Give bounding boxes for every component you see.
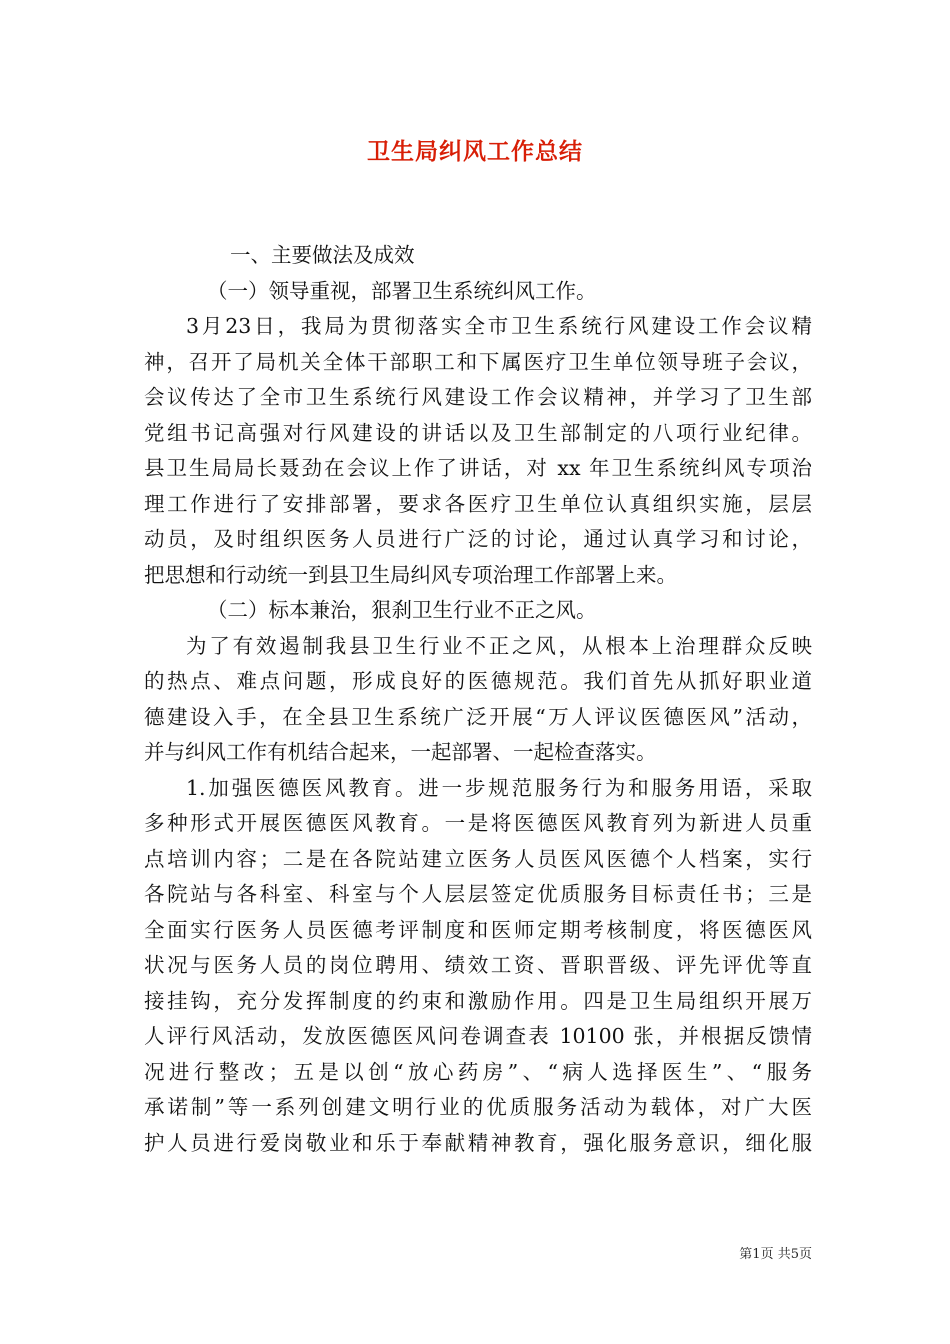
body-line: 3月23日，我局为贯彻落实全市卫生系统行风建设工作会议精	[186, 314, 812, 338]
body-line: 德建设入手，在全县卫生系统广泛开展“万人评议医德医风”活动，	[144, 704, 812, 729]
body-line: 的热点、难点问题，形成良好的医德规范。我们首先从抓好职业道	[144, 669, 812, 693]
body-line: 县卫生局局长聂劲在会议上作了讲话，对 xx 年卫生系统纠风专项治	[144, 456, 812, 480]
body-line: 人评行风活动，发放医德医风问卷调查表 10100 张，并根据反馈情	[144, 1024, 812, 1048]
body-line: 接挂钩，充分发挥制度的约束和激励作用。四是卫生局组织开展万	[144, 988, 812, 1013]
body-line: （一）领导重视，部署卫生系统纠风工作。	[207, 278, 597, 303]
body-line: 承诺制”等一系列创建文明行业的优质服务活动为载体，对广大医	[144, 1095, 812, 1119]
body-line: 全面实行医务人员医德考评制度和医师定期考核制度，将医德医风	[144, 917, 812, 942]
body-line: （二）标本兼治，狠刹卫生行业不正之风。	[207, 598, 597, 622]
body-line: 护人员进行爱岗敬业和乐于奉献精神教育，强化服务意识，细化服	[144, 1130, 812, 1155]
body-line: 为了有效遏制我县卫生行业不正之风，从根本上治理群众反映	[186, 633, 812, 658]
footer-prefix: 第	[739, 1247, 753, 1262]
body-line: 多种形式开展医德医风教育。一是将医德医风教育列为新进人员重	[144, 811, 812, 835]
body-line: 党组书记高强对行风建设的讲话以及卫生部制定的八项行业纪律。	[144, 420, 812, 445]
footer-middle: 页 共	[760, 1247, 791, 1262]
document-title: 卫生局纠风工作总结	[367, 139, 583, 165]
body-line: 状况与医务人员的岗位聘用、绩效工资、晋职晋级、评先评优等直	[144, 953, 812, 977]
body-line: 并与纠风工作有机结合起来，一起部署、一起检查落实。	[144, 740, 657, 764]
body-line: 点培训内容；二是在各院站建立医务人员医风医德个人档案，实行	[144, 846, 812, 871]
footer-total-pages: 5	[790, 1247, 799, 1262]
body-line: 1.加强医德医风教育。进一步规范服务行为和服务用语，采取	[186, 775, 812, 800]
footer-suffix: 页	[798, 1247, 812, 1262]
body-line: 会议传达了全市卫生系统行风建设工作会议精神，并学习了卫生部	[144, 385, 812, 409]
body-line: 况进行整改；五是以创“放心药房”、“病人选择医生”、“服务	[144, 1059, 812, 1084]
footer-page-number: 1	[752, 1247, 761, 1262]
body-line: 理工作进行了安排部署，要求各医疗卫生单位认真组织实施，层层	[144, 491, 812, 516]
body-line: 神，召开了局机关全体干部职工和下属医疗卫生单位领导班子会议，	[144, 349, 812, 374]
body-line: 各院站与各科室、科室与个人层层签定优质服务目标责任书；三是	[144, 882, 812, 906]
body-line: 动员，及时组织医务人员进行广泛的讨论，通过认真学习和讨论，	[144, 527, 812, 551]
body-line: 一、主要做法及成效	[230, 243, 415, 267]
document-body	[144, 238, 812, 1161]
page-footer	[680, 1243, 812, 1262]
body-line: 把思想和行动统一到县卫生局纠风专项治理工作部署上来。	[144, 562, 677, 587]
